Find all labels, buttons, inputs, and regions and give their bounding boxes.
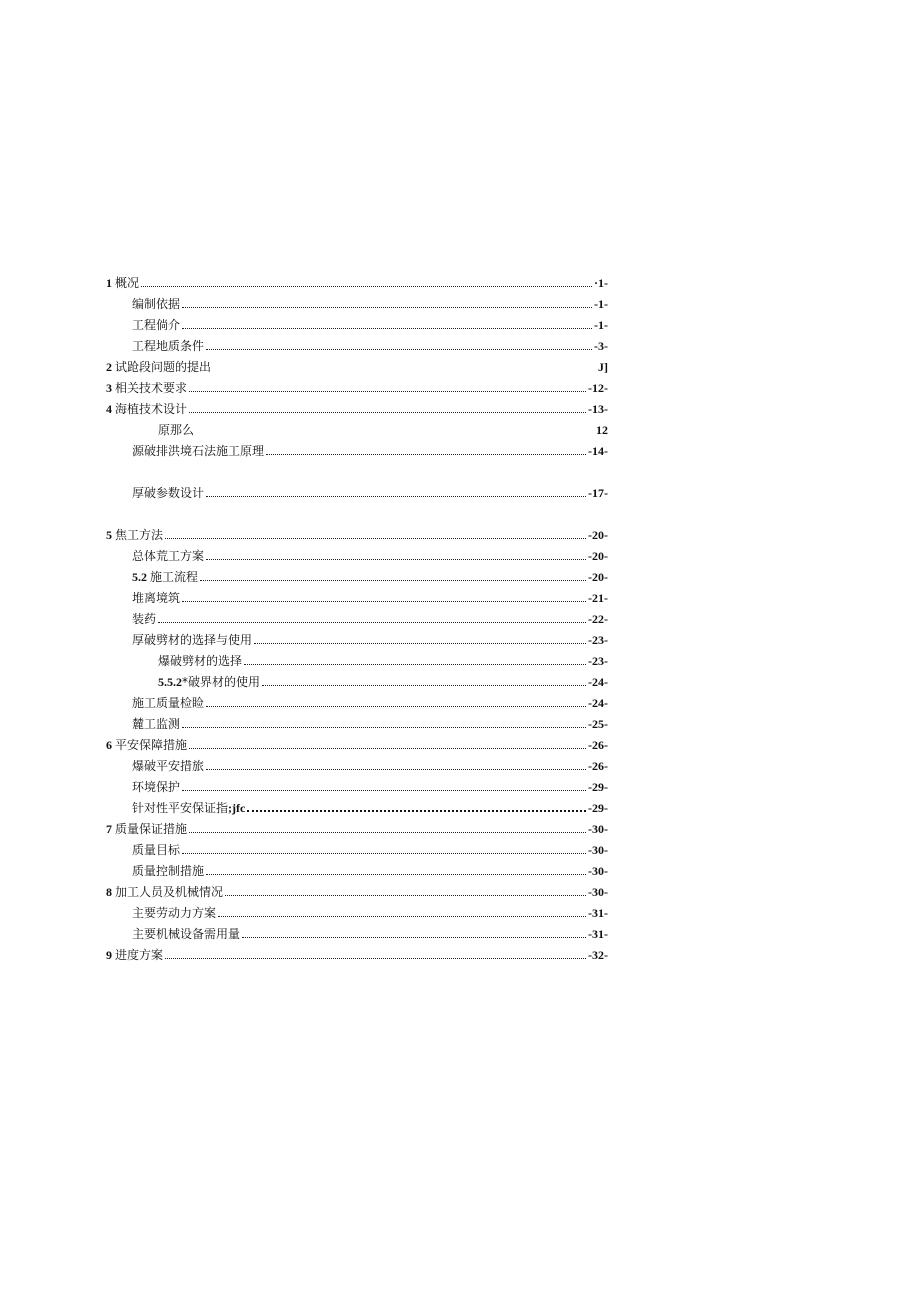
toc-entry[interactable] bbox=[106, 522, 608, 543]
toc-entry[interactable] bbox=[106, 858, 608, 879]
toc-entry-page-number: -23- bbox=[588, 654, 608, 668]
toc-entry-page-number: -17- bbox=[588, 486, 608, 500]
toc-entry[interactable] bbox=[106, 900, 608, 921]
toc-entry-title: 加工人员及机械情况 bbox=[115, 885, 224, 899]
table-of-contents bbox=[106, 270, 608, 963]
toc-entry-page-number: -22- bbox=[588, 612, 608, 626]
toc-entry[interactable] bbox=[106, 585, 608, 606]
toc-entry-title: 质量保证措施 bbox=[115, 822, 188, 836]
toc-entry-page-number: -3- bbox=[594, 339, 608, 353]
toc-entry-title: 源破排洪境石法施工原理 bbox=[132, 444, 265, 458]
toc-entry-title: 主要劳动力方案 bbox=[132, 906, 217, 920]
toc-entry[interactable] bbox=[106, 417, 608, 438]
toc-entry-page-number: -1- bbox=[594, 318, 608, 332]
toc-entry-title: 焦工方法 bbox=[115, 528, 164, 542]
toc-entry-title-suffix: ;jfc bbox=[228, 801, 246, 815]
toc-entry[interactable] bbox=[106, 690, 608, 711]
toc-entry-title: 针对性平安保证指 bbox=[132, 801, 229, 815]
toc-entry-page-number: -20- bbox=[588, 570, 608, 584]
toc-dot-leader bbox=[158, 622, 586, 623]
toc-entry[interactable] bbox=[106, 837, 608, 858]
toc-entry-number: 8 bbox=[106, 885, 115, 899]
toc-dot-leader bbox=[165, 538, 586, 539]
toc-dot-leader bbox=[242, 937, 586, 938]
toc-entry-page-number: -21- bbox=[588, 591, 608, 605]
toc-dot-leader bbox=[189, 391, 586, 392]
toc-entry[interactable] bbox=[106, 375, 608, 396]
toc-entry-page-number: -26- bbox=[588, 759, 608, 773]
toc-entry-page-number: J] bbox=[598, 360, 608, 374]
toc-entry-page-number: -23- bbox=[588, 633, 608, 647]
toc-dot-leader bbox=[254, 643, 586, 644]
toc-entry[interactable] bbox=[106, 879, 608, 900]
toc-entry[interactable] bbox=[106, 606, 608, 627]
toc-entry-page-number: -29- bbox=[588, 801, 608, 815]
toc-entry-title: 概况 bbox=[115, 276, 140, 290]
toc-entry-page-number: -30- bbox=[588, 864, 608, 878]
toc-spacer bbox=[106, 501, 608, 522]
toc-entry-title: 施工质量检睑 bbox=[132, 696, 205, 710]
toc-entry[interactable] bbox=[106, 795, 608, 816]
toc-dot-leader bbox=[206, 496, 586, 497]
toc-dot-leader bbox=[206, 706, 586, 707]
toc-entry-title: 主要机械设备需用量 bbox=[132, 927, 241, 941]
toc-entry-title: 试跄段问题的提出 bbox=[115, 360, 212, 374]
toc-entry[interactable] bbox=[106, 396, 608, 417]
toc-dot-leader bbox=[189, 832, 586, 833]
toc-dot-leader bbox=[182, 727, 586, 728]
toc-dot-leader bbox=[182, 790, 586, 791]
toc-entry-number: 9 bbox=[106, 948, 115, 962]
toc-entry[interactable] bbox=[106, 711, 608, 732]
toc-entry-title: 工程地质条件 bbox=[132, 339, 205, 353]
toc-entry-title: 编制依据 bbox=[132, 297, 181, 311]
toc-entry-page-number: -24- bbox=[588, 675, 608, 689]
toc-entry-number: 2 bbox=[106, 360, 115, 374]
toc-entry-page-number: -14- bbox=[588, 444, 608, 458]
toc-entry[interactable] bbox=[106, 333, 608, 354]
toc-entry-number: 7 bbox=[106, 822, 115, 836]
toc-entry-page-number: -12- bbox=[588, 381, 608, 395]
toc-entry[interactable] bbox=[106, 564, 608, 585]
toc-dot-leader bbox=[247, 810, 586, 812]
toc-entry-page-number: -20- bbox=[588, 528, 608, 542]
toc-entry-page-number: -25- bbox=[588, 717, 608, 731]
toc-entry-title: 平安保障措施 bbox=[115, 738, 188, 752]
toc-entry[interactable] bbox=[106, 921, 608, 942]
toc-entry-page-number: ·1- bbox=[594, 276, 608, 290]
toc-dot-leader bbox=[182, 328, 592, 329]
toc-entry-page-number: -31- bbox=[588, 906, 608, 920]
toc-entry[interactable] bbox=[106, 753, 608, 774]
toc-entry-title: 爆破平安措旅 bbox=[132, 759, 205, 773]
toc-entry[interactable] bbox=[106, 627, 608, 648]
toc-entry[interactable] bbox=[106, 669, 608, 690]
toc-dot-leader bbox=[218, 916, 586, 917]
toc-entry-page-number: 12 bbox=[596, 423, 608, 437]
toc-entry-number: 1 bbox=[106, 276, 115, 290]
toc-entry-title: 施工流程 bbox=[150, 570, 199, 584]
toc-dot-leader bbox=[206, 769, 586, 770]
toc-dot-leader bbox=[182, 307, 592, 308]
toc-entry-title: 工程倘介 bbox=[132, 318, 181, 332]
toc-entry-title: 堆离境筑 bbox=[132, 591, 181, 605]
toc-dot-leader bbox=[262, 685, 586, 686]
toc-entry[interactable] bbox=[106, 480, 608, 501]
toc-entry-page-number: -13- bbox=[588, 402, 608, 416]
toc-dot-leader bbox=[225, 895, 586, 896]
toc-entry-page-number: -30- bbox=[588, 843, 608, 857]
toc-entry-page-number: -29- bbox=[588, 780, 608, 794]
toc-entry[interactable] bbox=[106, 354, 608, 375]
toc-entry-title: 海植技术设计 bbox=[115, 402, 188, 416]
toc-entry[interactable] bbox=[106, 312, 608, 333]
toc-dot-leader bbox=[206, 559, 586, 560]
toc-entry[interactable] bbox=[106, 270, 608, 291]
toc-entry[interactable] bbox=[106, 438, 608, 459]
toc-dot-leader bbox=[206, 874, 586, 875]
toc-entry[interactable] bbox=[106, 816, 608, 837]
toc-dot-leader bbox=[165, 958, 586, 959]
toc-entry-title: 爆破劈材的选择 bbox=[158, 654, 243, 668]
toc-entry-page-number: -30- bbox=[588, 885, 608, 899]
toc-entry-page-number: -31- bbox=[588, 927, 608, 941]
toc-entry[interactable] bbox=[106, 942, 608, 963]
toc-entry-title: 麓工监测 bbox=[132, 717, 181, 731]
toc-dot-leader bbox=[200, 580, 586, 581]
toc-spacer bbox=[106, 459, 608, 480]
toc-entry-title: 进度方案 bbox=[115, 948, 164, 962]
toc-dot-leader bbox=[189, 748, 586, 749]
toc-entry[interactable] bbox=[106, 732, 608, 753]
toc-entry[interactable] bbox=[106, 291, 608, 312]
toc-dot-leader bbox=[141, 286, 592, 287]
toc-entry-number: 5.2 bbox=[132, 570, 150, 584]
toc-entry-page-number: -1- bbox=[594, 297, 608, 311]
toc-entry-title: 环境保护 bbox=[132, 780, 181, 794]
toc-dot-leader bbox=[189, 412, 586, 413]
toc-entry-page-number: -20- bbox=[588, 549, 608, 563]
toc-entry-page-number: -24- bbox=[588, 696, 608, 710]
toc-entry-title: *破界材的使用 bbox=[182, 675, 261, 689]
toc-entry-title: 相关技术要求 bbox=[115, 381, 188, 395]
toc-dot-leader bbox=[206, 349, 592, 350]
toc-entry-title: 原那么 bbox=[158, 423, 195, 437]
toc-entry-page-number: -26- bbox=[588, 738, 608, 752]
toc-entry-title: 质量控制措施 bbox=[132, 864, 205, 878]
toc-entry-title: 厚破劈材的选择与使用 bbox=[132, 633, 253, 647]
toc-entry[interactable] bbox=[106, 648, 608, 669]
toc-dot-leader bbox=[266, 454, 586, 455]
toc-entry[interactable] bbox=[106, 543, 608, 564]
toc-entry[interactable] bbox=[106, 774, 608, 795]
toc-entry-page-number: -30- bbox=[588, 822, 608, 836]
toc-dot-leader bbox=[244, 664, 586, 665]
toc-entry-number: 5 bbox=[106, 528, 115, 542]
toc-dot-leader bbox=[182, 853, 586, 854]
toc-entry-title: 装药 bbox=[132, 612, 157, 626]
toc-entry-page-number: -32- bbox=[588, 948, 608, 962]
toc-entry-number: 6 bbox=[106, 738, 115, 752]
toc-entry-number: 4 bbox=[106, 402, 115, 416]
toc-dot-leader bbox=[182, 601, 586, 602]
toc-entry-title: 厚破参数设计 bbox=[132, 486, 205, 500]
toc-entry-title: 质量目标 bbox=[132, 843, 181, 857]
toc-entry-number: 3 bbox=[106, 381, 115, 395]
toc-entry-title: 总体荒工方案 bbox=[132, 549, 205, 563]
toc-entry-number: 5.5.2 bbox=[158, 675, 182, 689]
